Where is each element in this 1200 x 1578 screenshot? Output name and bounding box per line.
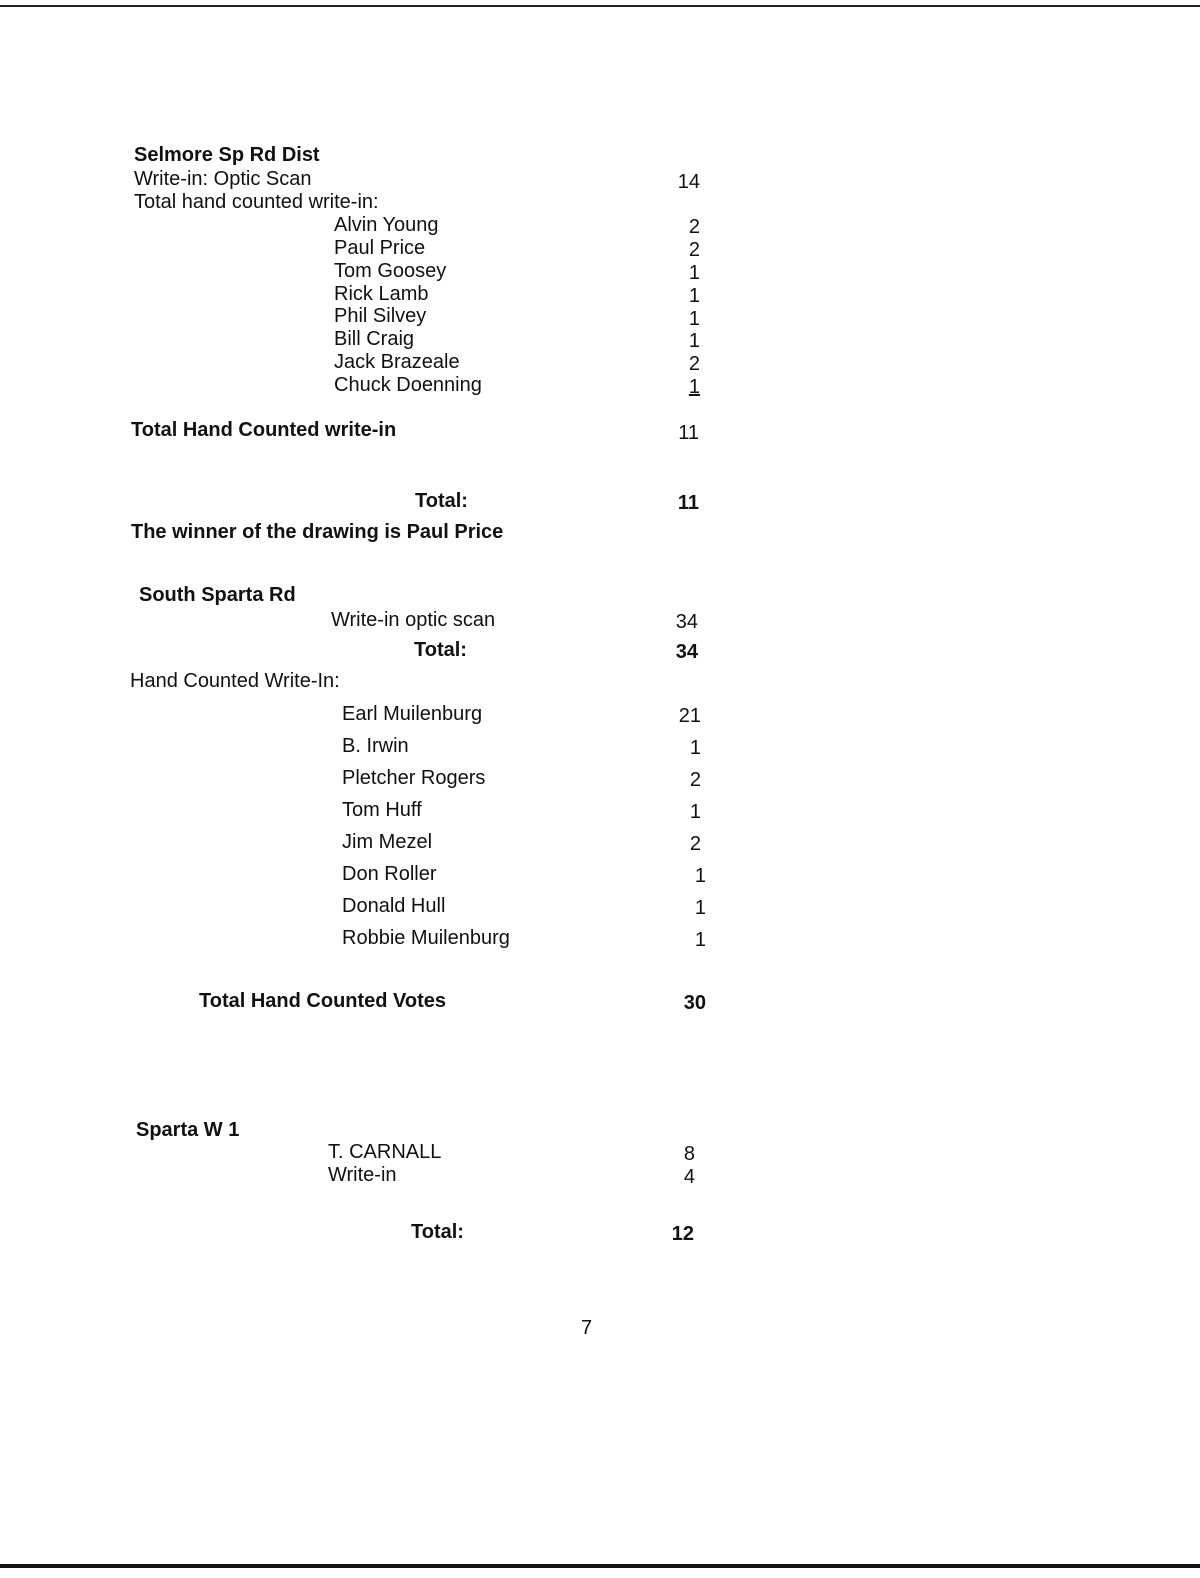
sparta-w1-candidate-name: T. CARNALL <box>328 1141 442 1163</box>
south-sparta-candidate-name: Don Roller <box>342 863 437 885</box>
bottom-rule <box>0 1564 1200 1568</box>
selmore-candidate-votes: 1 <box>688 308 700 330</box>
south-sparta-candidate-name: Robbie Muilenburg <box>342 927 510 949</box>
selmore-title: Selmore Sp Rd Dist <box>134 144 320 166</box>
selmore-total-label: Total: <box>415 490 468 512</box>
south-sparta-optic-value: 34 <box>675 611 698 633</box>
south-sparta-candidate-votes: 1 <box>694 865 706 887</box>
south-sparta-candidate-votes: 2 <box>689 769 701 791</box>
south-sparta-hand-label: Hand Counted Write-In: <box>130 670 340 692</box>
south-sparta-hand-total-label: Total Hand Counted Votes <box>199 990 447 1012</box>
south-sparta-candidate-votes: 1 <box>694 897 706 919</box>
selmore-hand-total-label: Total Hand Counted write-in <box>131 419 397 441</box>
south-sparta-total-label: Total: <box>414 639 467 661</box>
south-sparta-total-value: 34 <box>675 641 698 663</box>
sparta-w1-candidate-name: Write-in <box>328 1164 397 1186</box>
selmore-optic-label: Write-in: Optic Scan <box>134 168 312 190</box>
selmore-candidate-votes: 1 <box>688 330 700 352</box>
selmore-candidate-name: Rick Lamb <box>334 283 429 305</box>
south-sparta-candidate-name: Pletcher Rogers <box>342 767 486 789</box>
selmore-candidate-votes: 2 <box>688 216 700 238</box>
selmore-total-value: 11 <box>677 492 699 514</box>
south-sparta-candidate-votes: 2 <box>689 833 701 855</box>
page-number: 7 <box>581 1317 593 1339</box>
south-sparta-candidate-votes: 21 <box>678 705 701 727</box>
south-sparta-hand-total-value: 30 <box>683 992 706 1014</box>
sparta-w1-candidate-votes: 4 <box>683 1166 695 1188</box>
selmore-hand-label: Total hand counted write-in: <box>134 191 379 213</box>
selmore-candidate-name: Alvin Young <box>334 214 439 236</box>
selmore-candidate-name: Paul Price <box>334 237 426 259</box>
south-sparta-candidate-votes: 1 <box>689 801 701 823</box>
south-sparta-candidate-name: B. Irwin <box>342 735 409 757</box>
selmore-candidate-votes: 1 <box>688 285 700 307</box>
selmore-candidate-name: Tom Goosey <box>334 260 447 282</box>
selmore-candidate-votes: 2 <box>688 353 700 375</box>
south-sparta-candidate-name: Tom Huff <box>342 799 422 821</box>
south-sparta-candidate-votes: 1 <box>689 737 701 759</box>
selmore-candidate-votes: 1 <box>688 376 700 398</box>
selmore-hand-total-value: 11 <box>678 422 699 444</box>
selmore-winner-text: The winner of the drawing is Paul Price <box>131 521 504 543</box>
sparta-w1-total-label: Total: <box>411 1221 464 1243</box>
selmore-candidate-name: Jack Brazeale <box>334 351 460 373</box>
south-sparta-optic-label: Write-in optic scan <box>331 609 496 631</box>
selmore-candidate-name: Phil Silvey <box>334 305 427 327</box>
sparta-w1-title: Sparta W 1 <box>136 1119 240 1141</box>
selmore-candidate-votes: 1 <box>688 262 700 284</box>
south-sparta-candidate-name: Donald Hull <box>342 895 446 917</box>
selmore-candidate-name: Chuck Doenning <box>334 374 482 396</box>
selmore-optic-value: 14 <box>677 171 700 193</box>
selmore-candidate-name: Bill Craig <box>334 328 415 350</box>
selmore-candidate-votes: 2 <box>688 239 700 261</box>
south-sparta-candidate-name: Earl Muilenburg <box>342 703 483 725</box>
sparta-w1-total-value: 12 <box>671 1223 694 1245</box>
sparta-w1-candidate-votes: 8 <box>683 1143 695 1165</box>
south-sparta-candidate-name: Jim Mezel <box>342 831 433 853</box>
south-sparta-candidate-votes: 1 <box>694 929 706 951</box>
top-rule <box>0 5 1200 7</box>
south-sparta-title: South Sparta Rd <box>139 584 296 606</box>
